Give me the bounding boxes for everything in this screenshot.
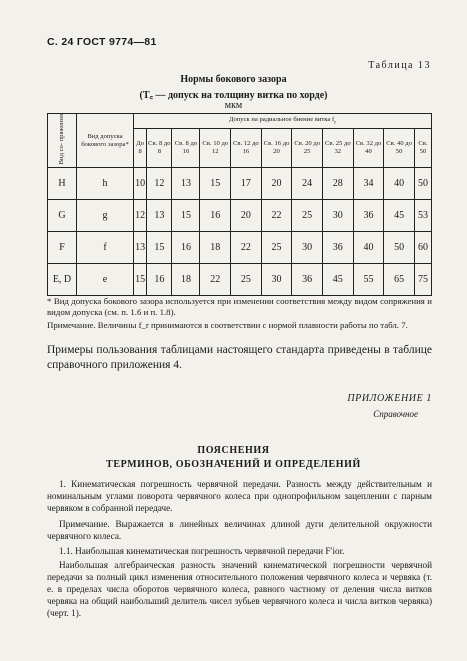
- value-cell: 15: [134, 264, 147, 296]
- value-cell: 36: [292, 264, 323, 296]
- range-header-8: Св. 32 до 40: [353, 129, 384, 168]
- value-cell: 16: [147, 264, 172, 296]
- col-mate-header: Вид со- пряжения: [48, 114, 77, 168]
- value-cell: 30: [292, 232, 323, 264]
- value-cell: 25: [261, 232, 292, 264]
- value-cell: 20: [231, 200, 262, 232]
- range-header-1: Св. 8 до 8: [147, 129, 172, 168]
- value-cell: 15: [200, 168, 231, 200]
- range-header-3: Св. 10 до 12: [200, 129, 231, 168]
- table-number: Таблица 13: [368, 60, 431, 71]
- tolerance-cell: f: [77, 232, 134, 264]
- value-cell: 22: [231, 232, 262, 264]
- table-row: [48, 264, 432, 296]
- tolerance-cell: e: [77, 264, 134, 296]
- col-tolerance-header: Вид допуска бокового зазора*: [77, 114, 134, 168]
- table-title-line2: (T꜀ — допуск на толщину витка по хорде): [139, 90, 328, 101]
- value-cell: 45: [384, 200, 415, 232]
- value-cell: 55: [353, 264, 384, 296]
- value-cell: 15: [147, 232, 172, 264]
- value-cell: 18: [200, 232, 231, 264]
- tolerance-cell: g: [77, 200, 134, 232]
- range-header-5: Св. 16 до 20: [261, 129, 292, 168]
- value-cell: 13: [147, 200, 172, 232]
- value-cell: 36: [353, 200, 384, 232]
- value-cell: 15: [172, 200, 200, 232]
- range-header-4: Св. 12 до 16: [231, 129, 262, 168]
- definition-1: 1. Кинематическая погрешность червячной передачи. Разность между действительным и номинальным углами поворота червячного колеса при однопрофильном зацеплении с парным червяком в собранной передаче.: [47, 479, 432, 513]
- value-cell: 40: [353, 232, 384, 264]
- examples-paragraph: Примеры пользования таблицами настоящего стандарта приведены в таблице справочного приложения 4.: [47, 344, 432, 371]
- definition-1-1-text: Наибольшая алгебраическая разность значений кинематической погрешности червячной передачи за полный цикл изменения относительного положения червячного колеса и червяка (т. е. в пределах числа оборотов червячного колеса, равного частному от деления числа витков червяка на общий наибольший делитель чисел зубьев червячного колеса и числа витков червяка) (черт. 1).: [47, 560, 432, 618]
- value-cell: 13: [134, 232, 147, 264]
- mate-cell: H: [48, 168, 77, 200]
- section-title-line1: ПОЯСНЕНИЯ: [197, 445, 270, 456]
- value-cell: 60: [414, 232, 431, 264]
- value-cell: 53: [414, 200, 431, 232]
- value-cell: 25: [292, 200, 323, 232]
- value-cell: 12: [134, 200, 147, 232]
- value-cell: 50: [414, 168, 431, 200]
- group-header: Допуск на радиальное биение витка $f_r$: [134, 114, 432, 129]
- value-cell: 40: [384, 168, 415, 200]
- value-cell: 36: [322, 232, 353, 264]
- value-cell: 50: [384, 232, 415, 264]
- value-cell: 34: [353, 168, 384, 200]
- value-cell: 24: [292, 168, 323, 200]
- table-row: [48, 168, 432, 200]
- value-cell: 10: [134, 168, 147, 200]
- value-cell: 25: [231, 264, 262, 296]
- mate-cell: E, D: [48, 264, 77, 296]
- value-cell: 20: [261, 168, 292, 200]
- definition-1-note: Примечание. Выражается в линейных величинах длиной дуги делительной окружности червячного колеса.: [47, 519, 432, 541]
- value-cell: 16: [172, 232, 200, 264]
- range-header-0: До 8: [134, 129, 147, 168]
- value-cell: 22: [200, 264, 231, 296]
- range-header-7: Св. 25 до 32: [322, 129, 353, 168]
- range-header-2: Св. 8 до 10: [172, 129, 200, 168]
- value-cell: 45: [322, 264, 353, 296]
- value-cell: 13: [172, 168, 200, 200]
- table-header-row: [48, 114, 432, 129]
- value-cell: 17: [231, 168, 262, 200]
- value-cell: 18: [172, 264, 200, 296]
- appendix-title: ПРИЛОЖЕНИЕ 1: [347, 393, 432, 404]
- page-header: С. 24 ГОСТ 9774—81: [47, 36, 157, 48]
- value-cell: 30: [322, 200, 353, 232]
- mate-cell: G: [48, 200, 77, 232]
- definition-1-1: 1.1. Наибольшая кинематическая погрешность червячной передачи F′ior.: [59, 546, 345, 556]
- tolerance-cell: h: [77, 168, 134, 200]
- range-header-10: Св. 50: [414, 129, 431, 168]
- table-title-line1: Нормы бокового зазора: [180, 74, 287, 85]
- mate-cell: F: [48, 232, 77, 264]
- value-cell: 28: [322, 168, 353, 200]
- footnote: * Вид допуска бокового зазора используется при изменении соответствия между видом сопряжения и видом допуска (см. п. 1.6 и п. 1.8).: [47, 296, 432, 317]
- table-note: Примечание. Величины f_r принимаются в соответствии с нормой плавности работы по табл. 7.: [47, 320, 408, 330]
- table-units: мкм: [224, 100, 243, 111]
- value-cell: 30: [261, 264, 292, 296]
- value-cell: 22: [261, 200, 292, 232]
- clearance-table: [47, 113, 432, 296]
- range-header-9: Св. 40 до 50: [384, 129, 415, 168]
- table-row: [48, 232, 432, 264]
- value-cell: 75: [414, 264, 431, 296]
- appendix-subtitle: Справочное: [373, 409, 418, 419]
- table-body: [48, 168, 432, 296]
- section-title-line2: ТЕРМИНОВ, ОБОЗНАЧЕНИЙ И ОПРЕДЕЛЕНИЙ: [106, 459, 361, 470]
- value-cell: 65: [384, 264, 415, 296]
- table-row: [48, 200, 432, 232]
- range-header-6: Св. 20 до 25: [292, 129, 323, 168]
- value-cell: 16: [200, 200, 231, 232]
- value-cell: 12: [147, 168, 172, 200]
